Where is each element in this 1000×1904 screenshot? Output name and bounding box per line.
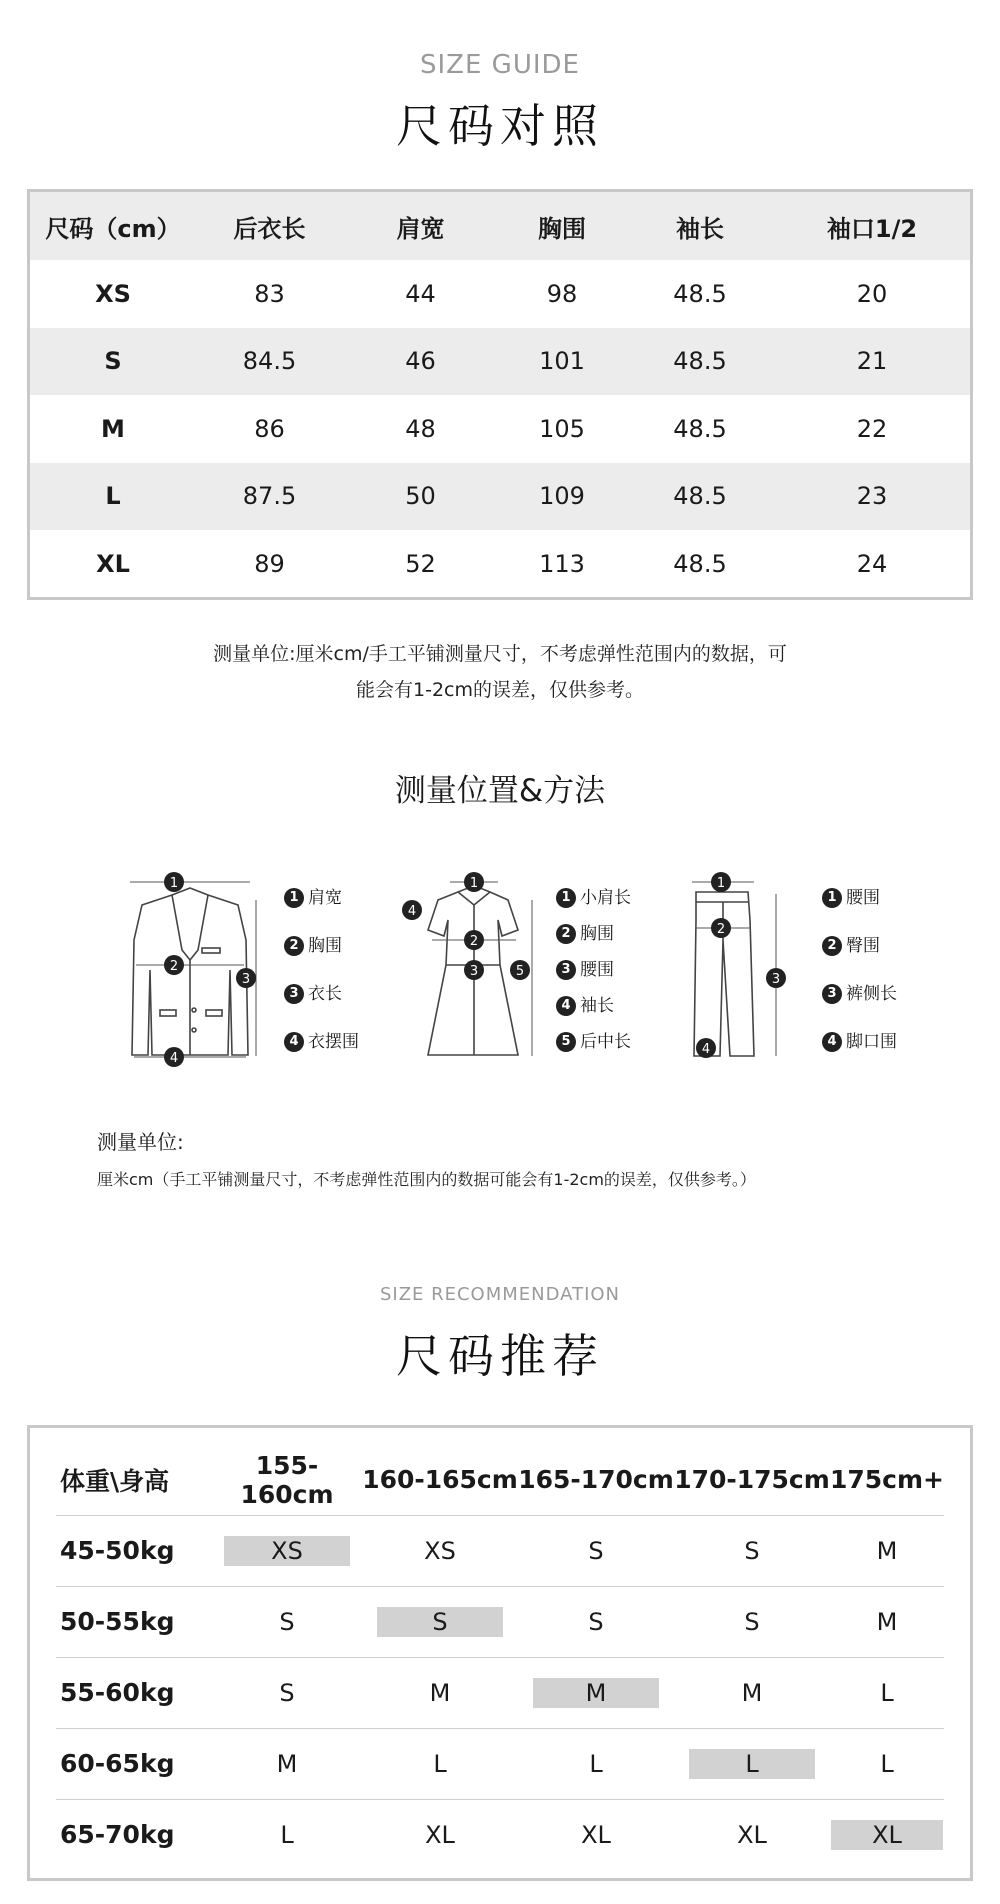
number-1-icon: 1 — [556, 888, 576, 908]
table-cell: M — [212, 1728, 362, 1799]
recommended-size-highlight: XS — [224, 1536, 350, 1566]
pants-marker-3 — [766, 968, 786, 988]
table-cell: 48.5 — [673, 549, 727, 578]
size-label: XL — [96, 549, 130, 578]
legend-label: 腰围 — [580, 960, 614, 980]
header-cell: 胸围 — [498, 192, 626, 260]
table-cell: 23 — [774, 463, 970, 531]
svg-text:1: 1 — [716, 876, 726, 891]
table-cell: 84.5 — [196, 328, 343, 396]
jacket-marker-4 — [164, 1047, 184, 1067]
table-cell: 83 — [254, 279, 285, 308]
table-cell: 105 — [539, 414, 585, 443]
recommendation-table-box — [27, 1425, 973, 1881]
table-cell: 87.5 — [196, 463, 343, 531]
dress-legend — [556, 886, 631, 1066]
table-cell: 52 — [405, 549, 436, 578]
dress-marker-2 — [464, 930, 484, 950]
header-cell: 肩宽 — [343, 192, 498, 260]
table-row — [30, 395, 970, 463]
number-3-icon: 3 — [556, 960, 576, 980]
number-2-icon: 2 — [556, 924, 576, 944]
header-cell: 170-175cm — [674, 1445, 830, 1515]
table-cell: S — [212, 1586, 362, 1657]
weight-label: 60-65kg — [56, 1728, 212, 1799]
jacket-diagram — [110, 860, 270, 1070]
table-cell: 101 — [498, 328, 626, 396]
table-cell: S — [212, 1657, 362, 1728]
legend-label: 袖长 — [580, 996, 614, 1016]
table-cell: XS — [362, 1515, 518, 1586]
svg-text:3: 3 — [241, 972, 251, 987]
table-cell: XL — [425, 1820, 455, 1849]
recommended-size-highlight: XL — [831, 1820, 943, 1850]
header-cell: 160-165cm — [362, 1445, 518, 1515]
svg-text:1: 1 — [469, 876, 479, 891]
table-row — [56, 1728, 944, 1799]
number-3-icon: 3 — [822, 984, 842, 1004]
svg-text:1: 1 — [169, 876, 179, 891]
legend-label: 臀围 — [846, 936, 880, 956]
legend-label: 胸围 — [580, 924, 614, 944]
table-row — [30, 463, 970, 531]
legend-label: 脚口围 — [846, 1032, 897, 1052]
table-cell: 44 — [405, 279, 436, 308]
table-cell: 21 — [774, 328, 970, 396]
size-label: M — [101, 414, 125, 443]
header-cell: 体重\身高 — [56, 1445, 212, 1515]
number-4-icon: 4 — [822, 1032, 842, 1052]
dress-marker-3 — [464, 960, 484, 980]
table-cell: 22 — [856, 414, 888, 443]
table-cell: L — [280, 1820, 294, 1849]
dress-marker-4 — [402, 900, 422, 920]
table-cell: 48.5 — [626, 328, 774, 396]
header-cell: 袖口1/2 — [774, 192, 970, 260]
svg-text:4: 4 — [407, 904, 417, 919]
table-cell — [674, 1728, 830, 1799]
svg-text:2: 2 — [169, 959, 179, 974]
svg-text:2: 2 — [716, 922, 726, 937]
table-cell: S — [674, 1586, 830, 1657]
weight-label: 45-50kg — [56, 1515, 212, 1586]
weight-label: 50-55kg — [56, 1586, 212, 1657]
pants-legend — [822, 886, 897, 1078]
table-row — [30, 260, 970, 328]
svg-text:5: 5 — [515, 964, 525, 979]
header-cell: 袖长 — [626, 192, 774, 260]
number-1-icon: 1 — [284, 888, 304, 908]
size-note-line1: 测量单位:厘米cm/手工平铺测量尺寸，不考虑弹性范围内的数据，可 — [213, 643, 787, 665]
number-4-icon: 4 — [556, 996, 576, 1016]
table-cell: M — [362, 1657, 518, 1728]
recommended-size-highlight: L — [689, 1749, 815, 1779]
size-label: XS — [95, 279, 131, 308]
measure-title: 测量位置&方法 — [394, 773, 606, 809]
dress-diagram — [398, 860, 548, 1070]
table-cell: 48.5 — [673, 279, 727, 308]
number-5-icon: 5 — [556, 1032, 576, 1052]
pants-marker-1 — [711, 872, 731, 892]
pants-marker-4 — [696, 1038, 716, 1058]
table-cell: 48 — [405, 414, 436, 443]
table-cell: 48.5 — [626, 463, 774, 531]
table-row — [30, 328, 970, 396]
jacket-marker-1 — [164, 872, 184, 892]
svg-text:3: 3 — [771, 972, 781, 987]
table-cell: L — [518, 1728, 674, 1799]
table-cell: 86 — [254, 414, 285, 443]
table-cell: XL — [581, 1820, 611, 1849]
legend-label: 衣摆围 — [308, 1032, 359, 1052]
pants-diagram — [676, 860, 806, 1070]
legend-label: 后中长 — [580, 1032, 631, 1052]
table-row — [30, 530, 970, 598]
number-4-icon: 4 — [284, 1032, 304, 1052]
legend-label: 腰围 — [846, 888, 880, 908]
table-cell: 24 — [856, 549, 888, 578]
size-chart-header-row — [30, 192, 970, 260]
svg-text:3: 3 — [469, 964, 479, 979]
table-row — [56, 1799, 944, 1870]
number-2-icon: 2 — [284, 936, 304, 956]
size-guide-cn-title: 尺码对照 — [396, 99, 604, 153]
legend-label: 胸围 — [308, 936, 342, 956]
recommended-size-highlight: M — [533, 1678, 659, 1708]
weight-label: 65-70kg — [60, 1820, 175, 1850]
dress-marker-1 — [464, 872, 484, 892]
legend-label: 衣长 — [308, 984, 342, 1004]
table-cell: 48.5 — [673, 414, 727, 443]
number-2-icon: 2 — [822, 936, 842, 956]
svg-text:4: 4 — [701, 1042, 711, 1057]
dress-marker-5 — [510, 960, 530, 980]
table-cell: 50 — [343, 463, 498, 531]
table-cell: 46 — [343, 328, 498, 396]
table-cell — [212, 1515, 362, 1586]
table-cell: 89 — [254, 549, 285, 578]
table-row — [56, 1515, 944, 1586]
table-cell: 20 — [856, 279, 888, 308]
measure-unit-text: 厘米cm（手工平铺测量尺寸，不考虑弹性范围内的数据可能会有1-2cm的误差，仅供参考。） — [97, 1170, 756, 1189]
table-cell — [518, 1657, 674, 1728]
size-chart-table — [27, 189, 973, 600]
size-label: S — [30, 328, 196, 396]
table-row — [56, 1657, 944, 1728]
header-cell: 后衣长 — [196, 192, 343, 260]
pants-marker-2 — [711, 918, 731, 938]
table-cell: S — [518, 1515, 674, 1586]
table-cell: M — [674, 1657, 830, 1728]
header-cell: 155-160cm — [212, 1445, 362, 1515]
legend-label: 肩宽 — [308, 888, 342, 908]
table-cell — [830, 1799, 944, 1870]
table-cell — [362, 1586, 518, 1657]
header-cell: 尺码（cm） — [30, 192, 196, 260]
table-cell: S — [674, 1515, 830, 1586]
recommendation-table — [56, 1445, 944, 1870]
table-cell: 109 — [498, 463, 626, 531]
table-cell: 113 — [539, 549, 585, 578]
table-cell: S — [518, 1586, 674, 1657]
table-cell: L — [830, 1657, 944, 1728]
svg-text:2: 2 — [469, 934, 479, 949]
table-cell: XL — [737, 1820, 767, 1849]
number-3-icon: 3 — [284, 984, 304, 1004]
recommendation-cn-title: 尺码推荐 — [396, 1329, 604, 1383]
recommended-size-highlight: S — [377, 1607, 503, 1637]
recommendation-en-title: SIZE RECOMMENDATION — [379, 1284, 621, 1305]
size-guide-en-title: SIZE GUIDE — [420, 50, 580, 80]
table-cell: M — [830, 1586, 944, 1657]
size-label: L — [30, 463, 196, 531]
table-cell: L — [830, 1728, 944, 1799]
size-note-line2: 能会有1-2cm的误差，仅供参考。 — [356, 679, 644, 701]
table-row — [56, 1586, 944, 1657]
table-cell: L — [362, 1728, 518, 1799]
svg-text:4: 4 — [169, 1051, 179, 1066]
jacket-marker-2 — [164, 955, 184, 975]
legend-label: 裤侧长 — [846, 984, 897, 1004]
measure-unit-heading: 测量单位: — [97, 1130, 184, 1154]
header-cell: 165-170cm — [518, 1445, 674, 1515]
weight-label: 55-60kg — [56, 1657, 212, 1728]
jacket-legend — [284, 886, 359, 1078]
legend-label: 小肩长 — [580, 888, 631, 908]
table-cell: M — [830, 1515, 944, 1586]
table-cell: 98 — [546, 279, 578, 308]
header-cell: 175cm+ — [830, 1445, 944, 1515]
recommendation-header-row — [56, 1445, 944, 1515]
number-1-icon: 1 — [822, 888, 842, 908]
jacket-marker-3 — [236, 968, 256, 988]
